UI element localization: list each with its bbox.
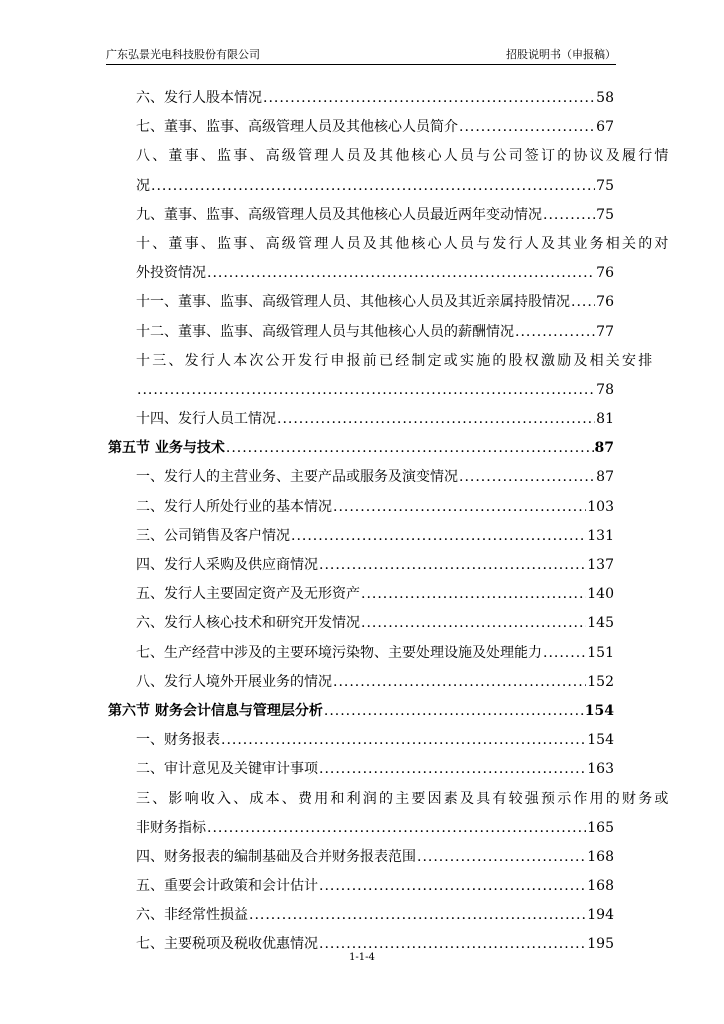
toc-entry-title: 第五节 业务与技术 xyxy=(108,440,225,457)
toc-leader-dots xyxy=(361,609,586,638)
toc-leader-dots xyxy=(543,201,595,230)
toc-entry[interactable] xyxy=(108,172,614,201)
toc-leader-dots xyxy=(515,318,595,347)
toc-entry-page: 168 xyxy=(587,878,614,895)
toc-section-heading[interactable] xyxy=(108,697,614,726)
toc-entry-page: 168 xyxy=(587,848,614,865)
toc-entry-title: 七、董事、监事、高级管理人员及其他核心人员简介 xyxy=(136,119,458,136)
toc-entry-page: 154 xyxy=(584,702,614,719)
toc-entry-page: 77 xyxy=(596,323,614,340)
toc-entry-page: 165 xyxy=(587,819,614,836)
toc-entry-title: 七、生产经营中涉及的主要环境污染物、主要处理设施及处理能力 xyxy=(136,644,542,661)
toc-leader-dots xyxy=(459,113,595,142)
toc-entry-title: 六、发行人股本情况 xyxy=(136,90,262,106)
toc-entry[interactable] xyxy=(108,463,614,492)
toc-leader-dots xyxy=(277,405,595,434)
toc-entry[interactable] xyxy=(108,609,614,638)
toc-entry[interactable] xyxy=(108,843,614,872)
toc-entry-title: 非财务指标 xyxy=(136,819,206,836)
toc-entry-title: 二、审计意见及关键审计事项 xyxy=(136,761,318,778)
toc-entry-page: 152 xyxy=(587,673,614,690)
toc-entry-title: 况 xyxy=(136,177,150,194)
toc-entry-title: 五、发行人主要固定资产及无形资产 xyxy=(136,586,360,603)
toc-entry-page: 145 xyxy=(587,615,614,632)
toc-entry-page: 163 xyxy=(587,761,614,778)
toc-entry-page: 194 xyxy=(587,907,614,924)
toc-entry-line[interactable]: 十三、发行人本次公开发行申报前已经制定或实施的股权激励及相关安排 xyxy=(136,352,655,369)
toc-entry-title: 五、重要会计政策和会计估计 xyxy=(136,878,318,895)
toc-entry-title: 一、财务报表 xyxy=(136,732,220,749)
toc-leader-dots xyxy=(543,639,586,668)
toc-entry-title: 十二、董事、监事、高级管理人员与其他核心人员的薪酬情况 xyxy=(136,323,514,340)
toc-entry[interactable] xyxy=(108,639,614,668)
toc-leader-dots xyxy=(151,172,595,201)
toc-entry-page: 78 xyxy=(596,381,614,398)
toc-leader-dots xyxy=(361,580,586,609)
toc-entry[interactable] xyxy=(108,113,614,142)
toc-entry-title: 八、发行人境外开展业务的情况 xyxy=(136,673,332,690)
toc-leader-dots xyxy=(249,901,586,930)
toc-leader-dots xyxy=(207,259,595,288)
toc-entry-page: 131 xyxy=(587,527,614,544)
toc-entry[interactable] xyxy=(108,288,614,317)
toc-leader-dots xyxy=(333,493,586,522)
toc-entry-line[interactable]: 三、影响收入、成本、费用和利润的主要因素及具有较强预示作用的财务或 xyxy=(136,790,671,807)
page-number: 1-1-4 xyxy=(349,952,375,963)
toc-entry[interactable] xyxy=(108,405,614,434)
toc-entry[interactable] xyxy=(108,201,614,230)
toc-entry[interactable] xyxy=(108,259,614,288)
toc-entry-page: 103 xyxy=(587,498,614,515)
toc-section-heading[interactable] xyxy=(108,434,614,463)
toc-leader-dots xyxy=(571,288,595,317)
toc-leader-dots xyxy=(137,376,595,405)
toc-leader-dots xyxy=(263,84,595,113)
toc-entry[interactable] xyxy=(108,668,614,697)
toc-entry-page: 81 xyxy=(596,411,614,428)
toc-entry[interactable] xyxy=(108,755,614,784)
toc-entry[interactable] xyxy=(108,872,614,901)
toc-entry-page: 151 xyxy=(587,644,614,661)
toc-entry-title: 三、公司销售及客户情况 xyxy=(136,527,290,544)
toc-entry-page: 67 xyxy=(596,119,614,136)
toc-entry[interactable] xyxy=(108,493,614,522)
toc-entry-title: 四、财务报表的编制基础及合并财务报表范围 xyxy=(136,848,416,865)
toc-entry[interactable] xyxy=(108,726,614,755)
toc-leader-dots xyxy=(459,463,595,492)
toc-entry-page: 154 xyxy=(587,732,614,749)
toc-leader-dots xyxy=(226,434,594,463)
toc-entry-page: 195 xyxy=(587,936,614,953)
toc-leader-dots xyxy=(417,843,586,872)
toc-entry[interactable] xyxy=(108,551,614,580)
header-company: 广东弘景光电科技股份有限公司 xyxy=(106,48,260,61)
table-of-contents xyxy=(108,84,671,960)
toc-entry-line[interactable]: 十、董事、监事、高级管理人员及其他核心人员与发行人及其业务相关的对 xyxy=(136,235,671,252)
header-doc-title: 招股说明书（申报稿） xyxy=(506,48,616,61)
toc-leader-dots xyxy=(207,814,586,843)
toc-entry-page: 76 xyxy=(596,265,614,282)
toc-leader-dots xyxy=(333,668,586,697)
toc-entry-page: 75 xyxy=(596,177,614,194)
toc-entry-title: 外投资情况 xyxy=(136,265,206,282)
toc-leader-dots xyxy=(324,697,584,726)
toc-entry[interactable] xyxy=(108,84,614,113)
toc-entry-page: 87 xyxy=(594,440,614,457)
toc-entry-title: 十四、发行人员工情况 xyxy=(136,411,276,428)
toc-entry[interactable] xyxy=(108,522,614,551)
toc-entry-title: 第六节 财务会计信息与管理层分析 xyxy=(108,702,323,719)
toc-entry-page: 137 xyxy=(587,557,614,573)
toc-entry[interactable] xyxy=(108,318,614,347)
toc-entry-page: 140 xyxy=(587,586,614,603)
toc-entry-page: 76 xyxy=(596,294,614,311)
toc-entry[interactable] xyxy=(108,376,614,405)
toc-entry-page: 58 xyxy=(596,90,614,106)
toc-leader-dots xyxy=(319,872,586,901)
toc-entry-title: 一、发行人的主营业务、主要产品或服务及演变情况 xyxy=(136,469,458,486)
toc-entry-title: 七、主要税项及税收优惠情况 xyxy=(136,936,318,953)
toc-entry-title: 六、发行人核心技术和研究开发情况 xyxy=(136,615,360,632)
toc-entry-title: 四、发行人采购及供应商情况 xyxy=(136,557,318,573)
toc-entry-page: 75 xyxy=(596,206,614,223)
toc-entry-title: 九、董事、监事、高级管理人员及其他核心人员最近两年变动情况 xyxy=(136,206,542,223)
toc-entry-page: 87 xyxy=(596,469,614,486)
toc-entry[interactable] xyxy=(108,580,614,609)
toc-leader-dots xyxy=(319,755,586,784)
toc-entry-title: 二、发行人所处行业的基本情况 xyxy=(136,498,332,515)
toc-leader-dots xyxy=(319,551,586,580)
toc-leader-dots xyxy=(291,522,586,551)
toc-entry[interactable] xyxy=(108,901,614,930)
toc-entry-title: 十一、董事、监事、高级管理人员、其他核心人员及其近亲属持股情况 xyxy=(136,294,570,311)
page-header xyxy=(106,48,616,65)
toc-entry-line[interactable]: 八、董事、监事、高级管理人员及其他核心人员与公司签订的协议及履行情 xyxy=(136,148,671,165)
toc-entry-title: 六、非经常性损益 xyxy=(136,907,248,924)
toc-entry[interactable] xyxy=(108,814,614,843)
toc-leader-dots xyxy=(221,726,586,755)
